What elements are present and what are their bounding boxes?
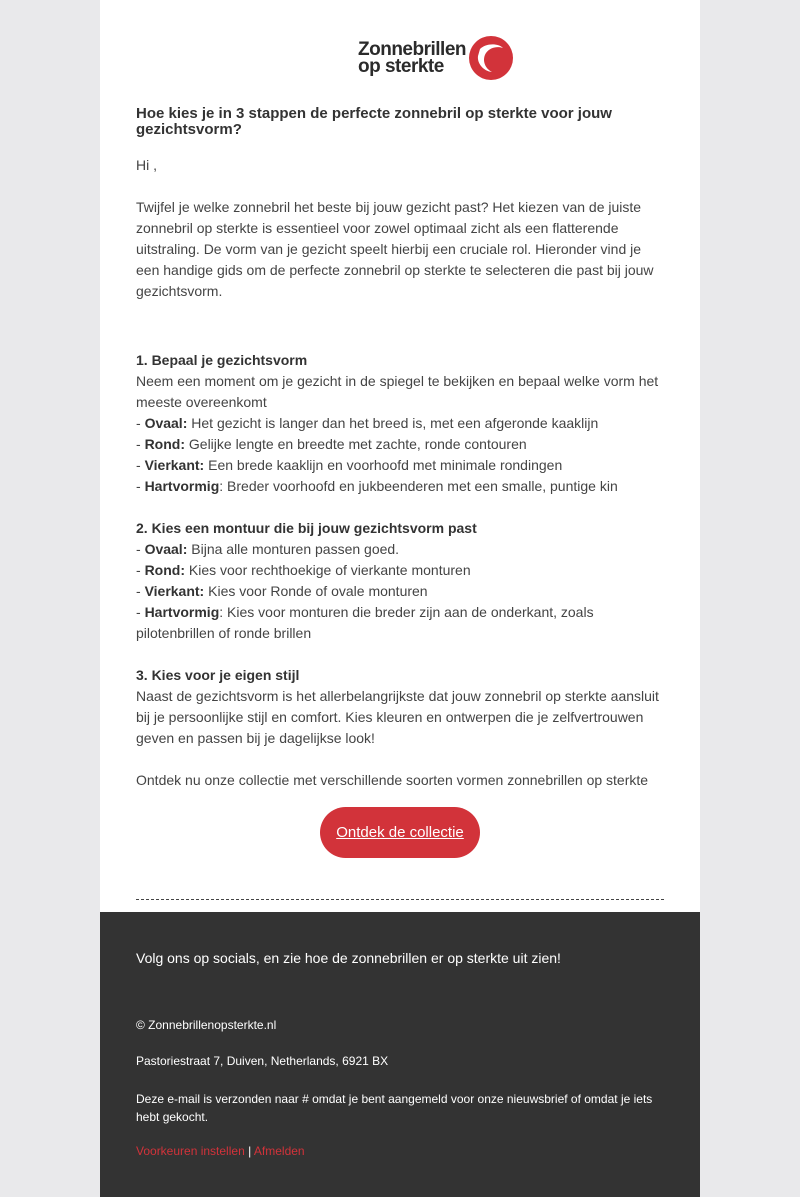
unsubscribe-link[interactable]: Afmelden xyxy=(253,1144,305,1158)
step1-item-text: Een brede kaaklijn en voorhoofd met minimale rondingen xyxy=(204,457,563,473)
step1-item-text: : Breder voorhoofd en jukbeenderen met een smalle, puntige kin xyxy=(219,478,618,494)
discover-collection-button[interactable]: Ontdek de collectie xyxy=(320,807,480,858)
dashed-divider xyxy=(136,899,664,900)
step3-section xyxy=(136,665,664,749)
greeting: Hi , xyxy=(136,157,157,173)
step2-item-text: Kies voor rechthoekige of vierkante monturen xyxy=(185,562,471,578)
step2-item-label: Rond: xyxy=(144,562,185,578)
step1-item-label: Hartvormig xyxy=(144,478,220,494)
link-separator: | xyxy=(248,1144,252,1158)
email-notice: Deze e-mail is verzonden naar # omdat je bent aangemeld voor onze nieuwsbrief of omdat je iets hebt gekocht. xyxy=(136,1092,653,1124)
closing-text: Ontdek nu onze collectie met verschillende soorten vormen zonnebrillen op sterkte xyxy=(136,772,649,788)
step3-title: 3. Kies voor je eigen stijl xyxy=(136,667,300,683)
step1-item-text: Gelijke lengte en breedte met zachte, ronde contouren xyxy=(185,436,527,452)
copyright: © Zonnebrillenopsterkte.nl xyxy=(136,1018,277,1032)
brand-logo[interactable] xyxy=(351,35,521,81)
cta-wrapper xyxy=(136,807,664,858)
email-headline: Hoe kies je in 3 stappen de perfecte zonnebril op sterkte voor jouw gezichtsvorm? xyxy=(136,105,612,138)
email-container xyxy=(100,0,700,1197)
email-body xyxy=(136,155,664,791)
email-footer xyxy=(100,912,700,1197)
step1-item-text: Het gezicht is langer dan het breed is, met een afgeronde kaaklijn xyxy=(187,415,599,431)
company-address: Pastoriestraat 7, Duiven, Netherlands, 6921 BX xyxy=(136,1054,389,1068)
step2-item-text: Kies voor Ronde of ovale monturen xyxy=(204,583,428,599)
preferences-link[interactable]: Voorkeuren instellen xyxy=(136,1144,245,1158)
social-text: Volg ons op socials, en zie hoe de zonnebrillen er op sterkte uit zien! xyxy=(136,950,561,966)
step1-item-label: Rond: xyxy=(144,436,185,452)
step2-item-label: Hartvormig xyxy=(144,604,220,620)
step2-item-text: : Kies voor monturen die breder zijn aan de onderkant, zoals pilotenbrillen of ronde brillen xyxy=(136,604,594,641)
footer-links xyxy=(136,1144,664,1158)
step1-title: 1. Bepaal je gezichtsvorm xyxy=(136,352,308,368)
step2-item-label: Ovaal: xyxy=(144,541,188,557)
brand-bird-icon xyxy=(468,35,514,81)
logo-wordmark xyxy=(358,41,466,75)
step2-title: 2. Kies een montuur die bij jouw gezichtsvorm past xyxy=(136,520,477,536)
logo-line2: op sterkte xyxy=(358,56,444,77)
step1-item-label: Vierkant: xyxy=(144,457,205,473)
step2-item-label: Vierkant: xyxy=(144,583,205,599)
step1-section: 1. Bepaal je gezichtsvorm Neem een moment om je gezicht in de spiegel te bekijken en bepaal welke vorm het meeste overeenkomt - Ovaal: Het gezicht is langer dan het breed is, met een afgeronde kaaklijn - Rond: Gelijke lengte en breedte met zachte, ronde contouren - Vierkant: Een brede kaaklijn en voorhoofd met minimale rondingen - Hartvormig: Breder voorhoofd en jukbeenderen met een smalle, puntige kin xyxy=(136,352,659,494)
logo-line1: Zonnebrillen xyxy=(358,39,466,60)
step3-text: Naast de gezichtsvorm is het allerbelangrijkste dat jouw zonnebril op sterkte aansluit bij je persoonlijke stijl en comfort. Kies kleuren en ontwerpen die je zelfvertrouwen geven en passen bij je dagelijkse look! xyxy=(136,688,659,746)
step2-item-text: Bijna alle monturen passen goed. xyxy=(187,541,400,557)
intro-paragraph: Twijfel je welke zonnebril het beste bij jouw gezicht past? Het kiezen van de juiste zonnebril op sterkte is essentieel voor zowel optimaal zicht als een flatterende uitstraling. De vorm van je gezicht speelt hierbij een cruciale rol. Hieronder vind je een handige gids om de perfecte zonnebril op sterkte te selecteren die past bij jouw gezichtsvorm. xyxy=(136,199,654,299)
step1-text: Neem een moment om je gezicht in de spiegel te bekijken en bepaal welke vorm het meeste overeenkomt xyxy=(136,373,659,410)
step1-item-label: Ovaal: xyxy=(144,415,188,431)
step2-section: 2. Kies een montuur die bij jouw gezichtsvorm past - Ovaal: Bijna alle monturen passen goed. - Rond: Kies voor rechthoekige of vierkante monturen - Vierkant: Kies voor Ronde of ovale monturen - Hartvormig: Kies voor monturen die breder zijn aan de onderkant, zoals pilotenbrillen of ronde brillen xyxy=(136,520,594,641)
